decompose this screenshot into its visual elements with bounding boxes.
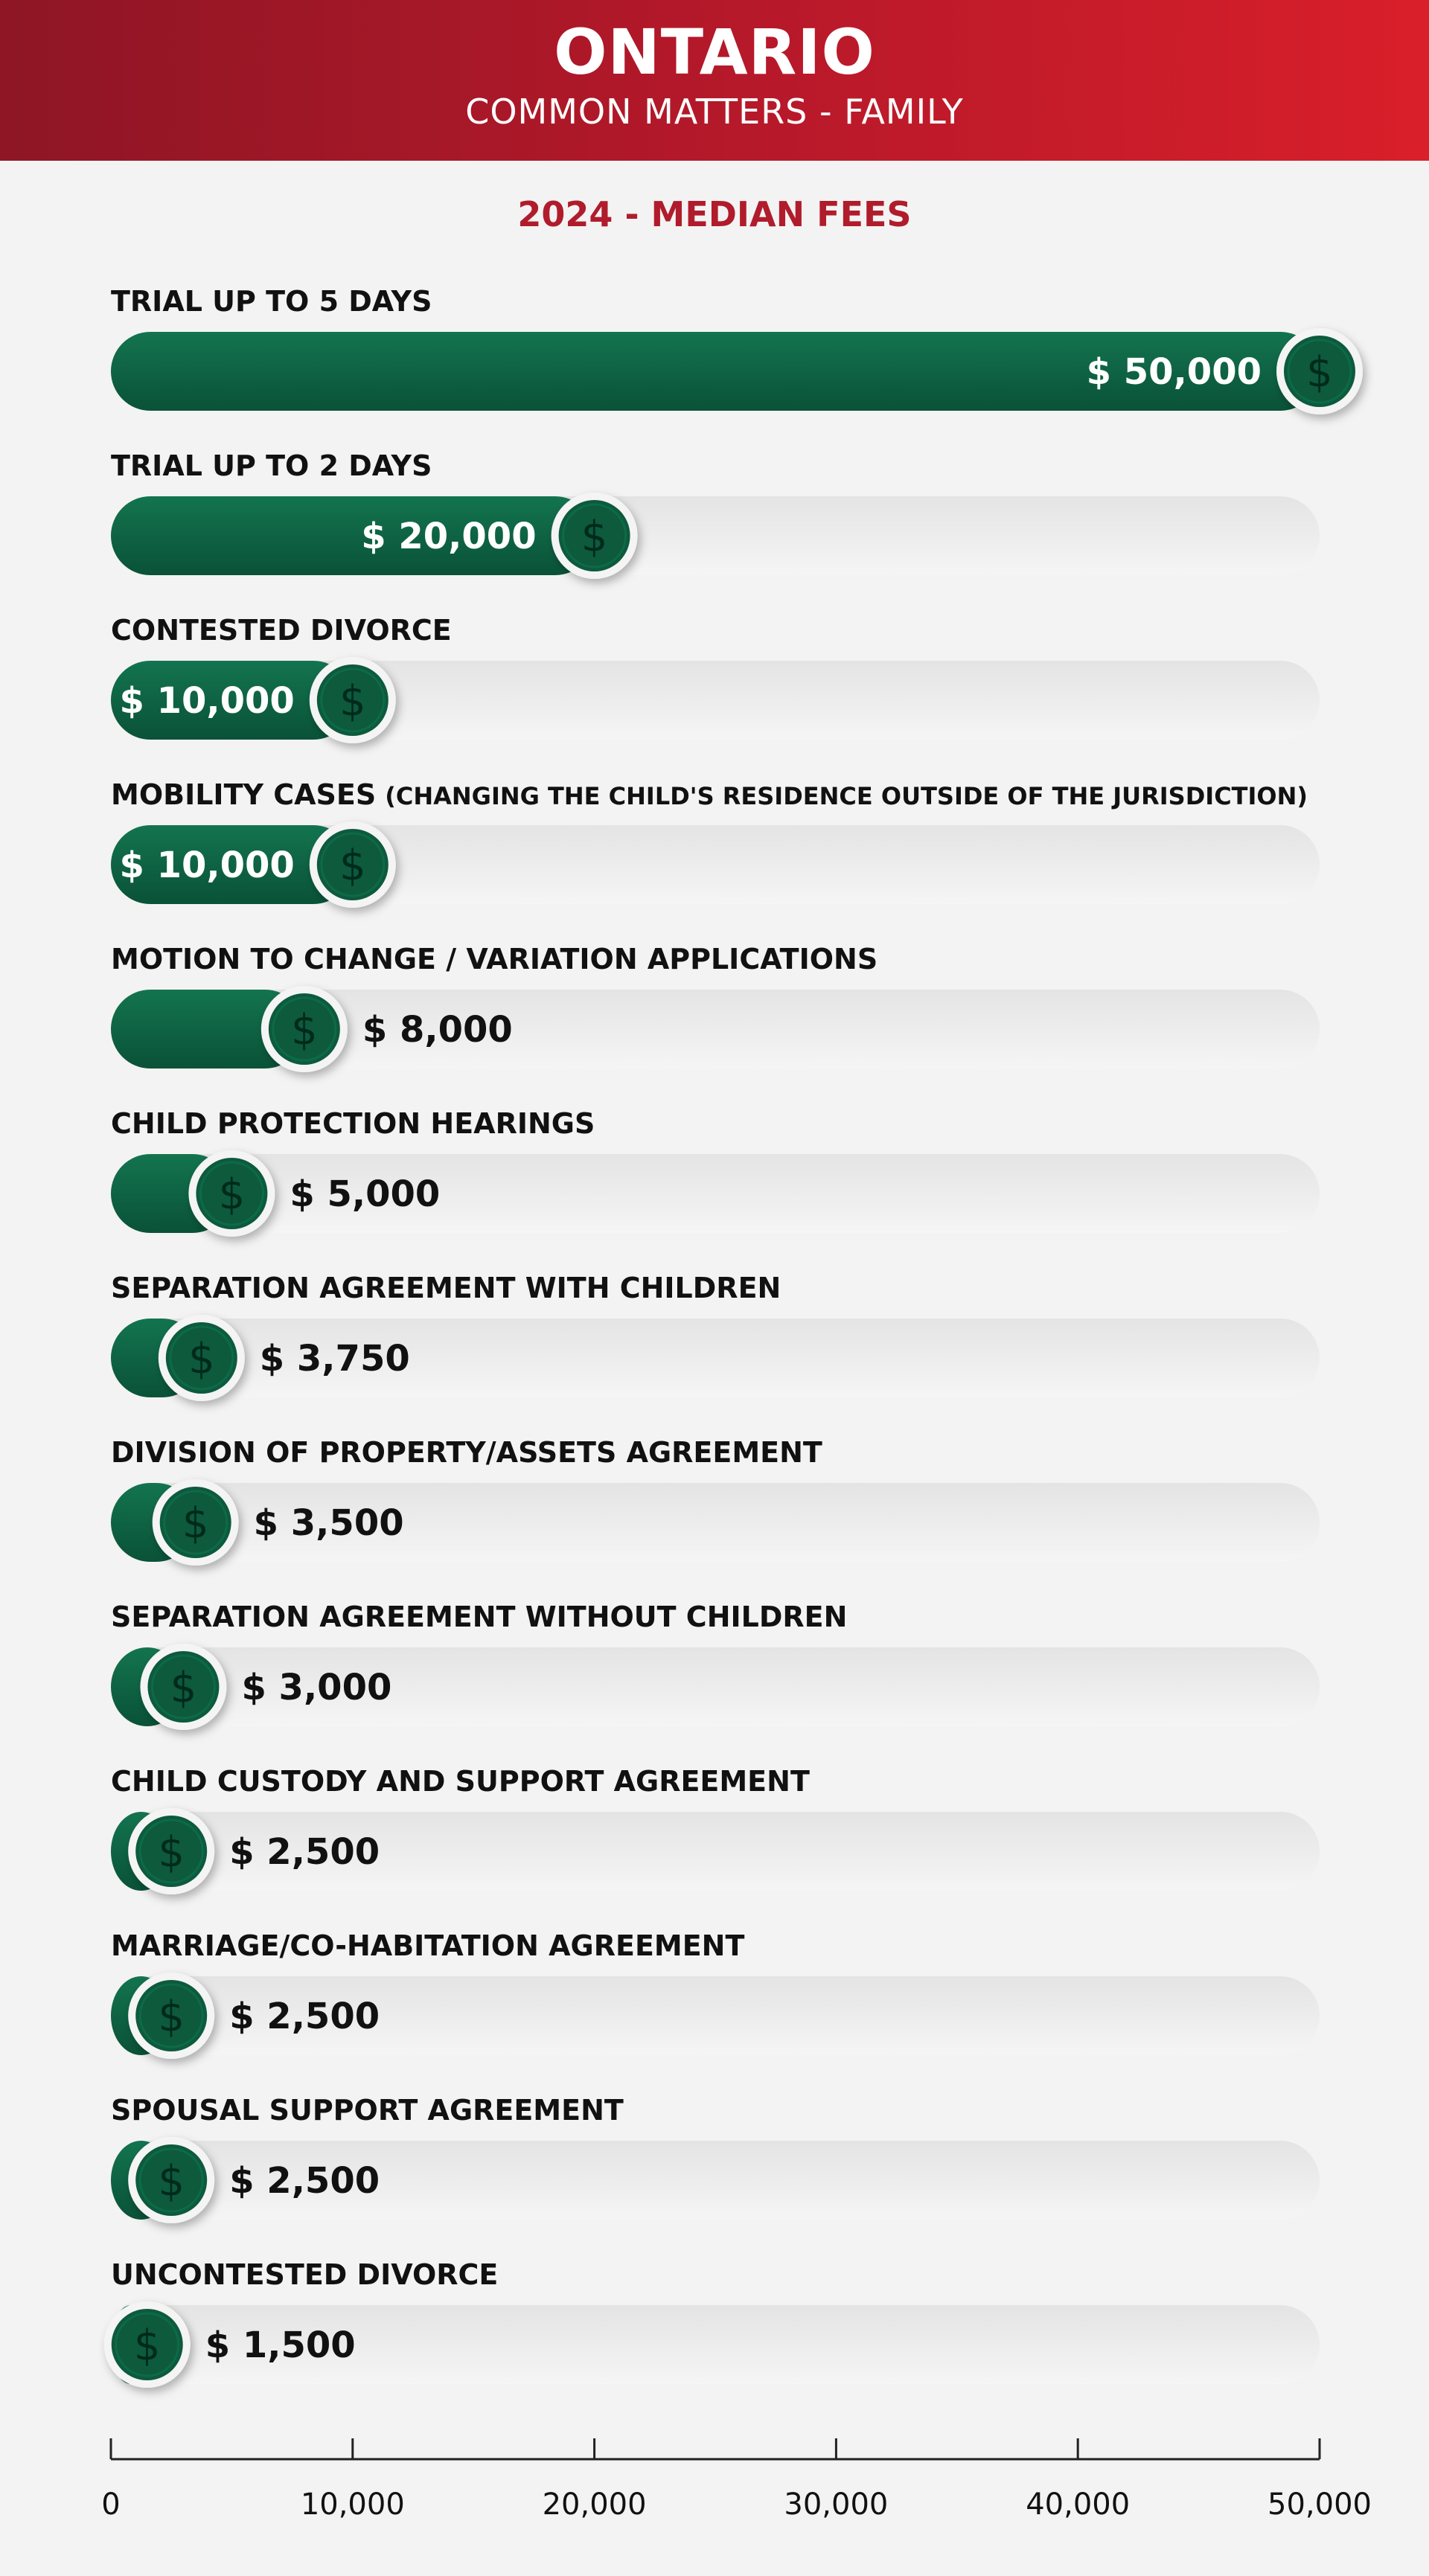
chart-row — [111, 1929, 1320, 2059]
chart-row — [111, 285, 1363, 414]
svg-text:$: $ — [291, 1006, 318, 1054]
value-label: $ 3,750 — [259, 1338, 410, 1380]
category-label: TRIAL UP TO 2 DAYS — [111, 449, 432, 482]
svg-text:$: $ — [158, 1993, 185, 2041]
svg-text:$: $ — [158, 1828, 185, 1877]
category-label: SEPARATION AGREEMENT WITH CHILDREN — [111, 1272, 781, 1304]
svg-text:$: $ — [581, 513, 608, 561]
chart-row — [111, 1107, 1320, 1237]
category-label: SPOUSAL SUPPORT AGREEMENT — [111, 2094, 624, 2127]
dollar-coin-icon — [140, 1644, 226, 1730]
dollar-coin-icon — [104, 2301, 191, 2388]
value-label: $ 5,000 — [290, 1173, 441, 1215]
x-axis — [101, 2438, 1372, 2522]
dollar-coin-icon — [552, 493, 638, 579]
category-label: MOTION TO CHANGE / VARIATION APPLICATIONS — [111, 943, 878, 975]
category-label: UNCONTESTED DIVORCE — [111, 2258, 499, 2291]
svg-text:$: $ — [182, 1499, 209, 1548]
dollar-coin-icon — [310, 657, 396, 743]
x-tick-label: 0 — [101, 2487, 121, 2522]
svg-text:$: $ — [1306, 348, 1333, 397]
category-label: CHILD CUSTODY AND SUPPORT AGREEMENT — [111, 1765, 810, 1798]
x-tick-label: 40,000 — [1026, 2487, 1131, 2522]
dollar-coin-icon — [1276, 328, 1363, 414]
chart-row — [104, 2258, 1320, 2388]
value-label: $ 50,000 — [1086, 351, 1262, 393]
page-subtitle: COMMON MATTERS - FAMILY — [465, 92, 964, 132]
dollar-coin-icon — [128, 1808, 214, 1894]
category-label: DIVISION OF PROPERTY/ASSETS AGREEMENT — [111, 1436, 822, 1469]
category-label: SEPARATION AGREEMENT WITHOUT CHILDREN — [111, 1601, 848, 1633]
value-label: $ 2,500 — [229, 1996, 380, 2037]
chart-row — [111, 1436, 1320, 1566]
svg-text:$: $ — [339, 842, 366, 890]
chart-row — [111, 449, 1320, 579]
value-label: $ 2,500 — [229, 2160, 380, 2202]
value-label: $ 3,000 — [241, 1667, 392, 1708]
dollar-coin-icon — [153, 1479, 239, 1566]
dollar-coin-icon — [128, 2137, 214, 2223]
chart-row — [111, 1765, 1320, 1894]
chart-row — [111, 2094, 1320, 2223]
value-label: $ 3,500 — [253, 1502, 404, 1544]
chart-row — [111, 1601, 1320, 1730]
category-label: TRIAL UP TO 5 DAYS — [111, 285, 432, 318]
value-label: $ 20,000 — [361, 516, 537, 557]
dollar-coin-icon — [310, 821, 396, 908]
x-tick-label: 50,000 — [1267, 2487, 1372, 2522]
category-label: MOBILITY CASES (CHANGING THE CHILD'S RESIDENCE OUTSIDE OF THE JURISDICTION) — [111, 778, 1308, 811]
value-label: $ 2,500 — [229, 1831, 380, 1873]
page-title: ONTARIO — [554, 16, 875, 89]
svg-text:$: $ — [188, 1335, 215, 1383]
svg-text:$: $ — [218, 1170, 246, 1219]
category-label: MARRIAGE/CO-HABITATION AGREEMENT — [111, 1929, 745, 1962]
dollar-coin-icon — [261, 986, 348, 1072]
chart-row — [111, 1272, 1320, 1401]
value-label: $ 8,000 — [362, 1009, 513, 1051]
svg-text:$: $ — [133, 2322, 161, 2370]
value-label: $ 10,000 — [119, 680, 295, 722]
chart-row — [111, 778, 1320, 908]
chart-row — [111, 614, 1320, 743]
x-tick-label: 30,000 — [784, 2487, 889, 2522]
category-label: CONTESTED DIVORCE — [111, 614, 452, 647]
x-tick-label: 20,000 — [542, 2487, 647, 2522]
dollar-coin-icon — [159, 1315, 245, 1401]
svg-text:$: $ — [170, 1664, 197, 1712]
dollar-coin-icon — [128, 1973, 214, 2059]
svg-text:$: $ — [339, 677, 366, 725]
dollar-coin-icon — [188, 1150, 275, 1237]
chart-row — [111, 943, 1320, 1072]
x-tick-label: 10,000 — [300, 2487, 405, 2522]
value-label: $ 10,000 — [119, 845, 295, 886]
category-label: CHILD PROTECTION HEARINGS — [111, 1107, 595, 1140]
chart-title: 2024 - MEDIAN FEES — [517, 194, 912, 234]
chart-rows — [104, 285, 1363, 2388]
svg-text:$: $ — [158, 2157, 185, 2205]
value-label: $ 1,500 — [205, 2325, 356, 2366]
